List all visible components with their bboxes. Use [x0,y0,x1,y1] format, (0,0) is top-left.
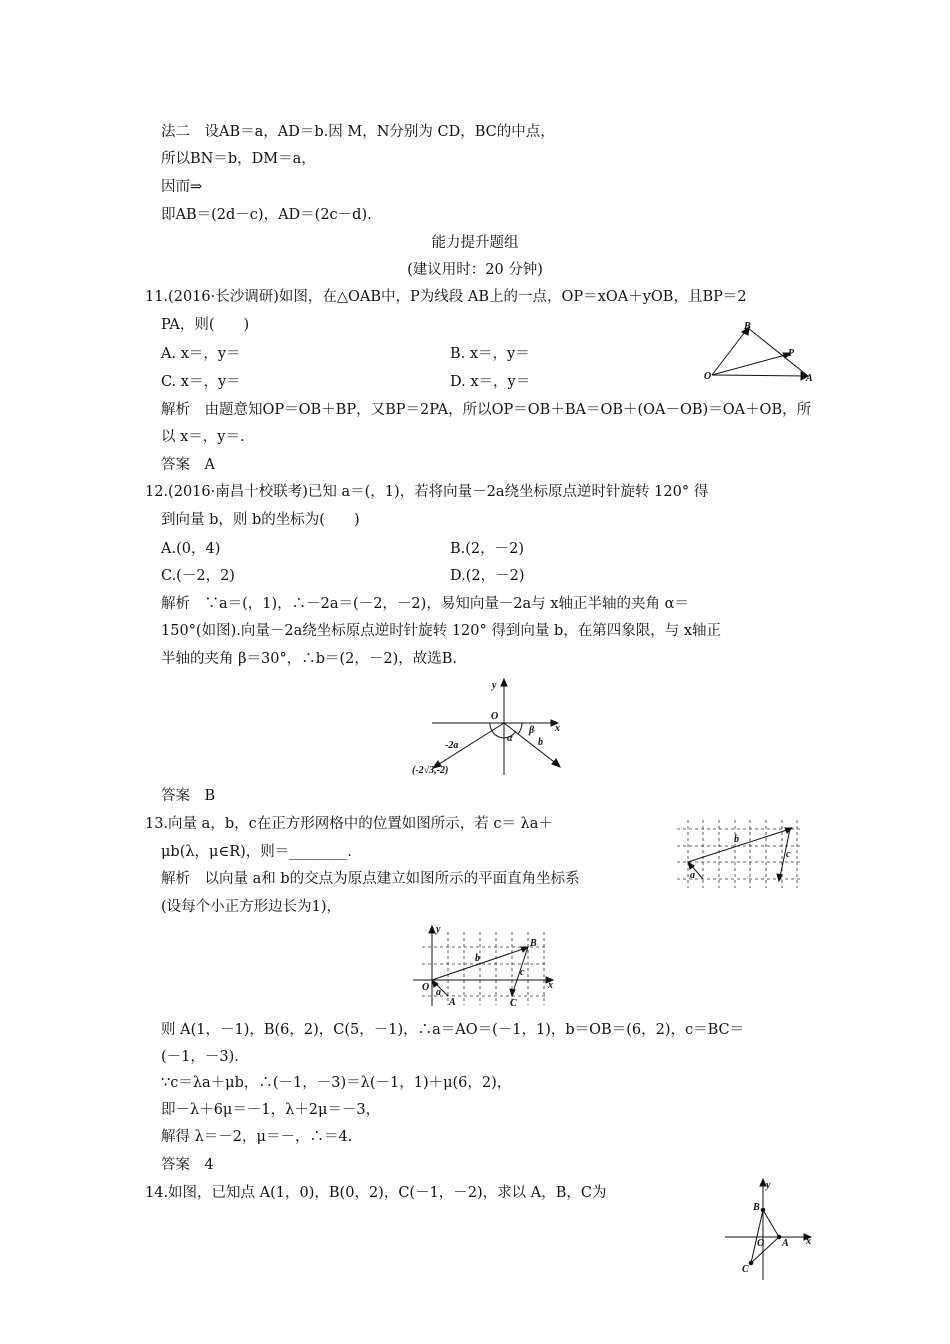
label-o: O [757,1238,765,1249]
text-line: 所以BN＝b，DM＝a， [161,151,316,167]
label-y: y [492,680,497,691]
label-a: A [806,373,813,384]
label-x: x [548,980,553,991]
label-alpha: α [507,733,513,744]
label-point-c: C [510,998,517,1009]
question-text: PA，则( ) [161,317,250,333]
label-o: O [422,982,430,993]
label-y: y [436,924,441,935]
solution-text: 半轴的夹角 β＝30°，∴b＝(2，－2)，故选B. [161,651,458,667]
solution-text: 解析 ∵a＝(，1)，∴－2a＝(－2，－2)，易知向量－2a与 x轴正半轴的夹角 α＝ [161,596,689,612]
option-d: D. x＝，y＝ [450,374,531,390]
label-b: b [475,953,480,964]
solution-text: 解得 λ＝－2，μ＝－，∴＝4. [161,1129,353,1145]
label-c: c [520,967,525,978]
question-text: 13.向量 a，b，c在正方形网格中的位置如图所示，若 c＝ λa＋ [145,816,553,832]
label-a: a [436,987,441,998]
solution-text: 以 x＝，y＝. [161,429,245,445]
label-point-b: B [753,1202,760,1213]
solution-text: 即－λ＋6μ＝－1，λ＋2μ＝－3， [161,1102,381,1118]
solution-text: (设每个小正方形边长为1)， [161,899,342,915]
option-a: A. x＝，y＝ [161,346,241,362]
solution-text: 解析 以向量 a和 b的交点为原点建立如图所示的平面直角坐标系 [161,871,580,887]
label-point-c: C [742,1264,749,1275]
label-y: y [766,1180,771,1191]
text-line: 法二 设AB＝a，AD＝b.因 M，N分别为 CD，BC的中点， [161,124,555,140]
label-beta: β [529,725,535,736]
question-text: 到向量 b，则 b的坐标为( ) [161,512,360,528]
answer-text: 答案 4 [161,1157,214,1173]
label-c: c [786,849,791,860]
label-x: x [555,723,560,734]
answer-text: 答案 A [161,457,215,473]
label-point-a: A [449,997,456,1008]
section-time: (建议用时：20 分钟) [407,262,543,278]
label-a: a [690,870,695,881]
label-point: (-2√3,-2) [412,765,449,776]
label-point-b: B [530,938,537,949]
label-b: b [538,737,543,748]
label-x: x [806,1236,811,1247]
question-text: μb(λ，μ∈R)，则＝________. [161,844,352,860]
solution-text: 解析 由题意知OP＝OB＋BP，又BP＝2PA，所以OP＝OB＋BA＝OB＋(OA－OB)＝OA＋OB，所 [161,402,812,418]
solution-text: 则 A(1，－1)，B(6，2)，C(5，－1)，∴a＝AO＝(－1，1)，b＝OB＝(6，2)，c＝BC＝ [161,1022,745,1038]
label-b: b [734,834,739,845]
solution-text: (－1，－3). [161,1049,239,1065]
option-b: B. x＝，y＝ [450,346,530,362]
question-text: 12.(2016·南昌十校联考)已知 a＝(，1)，若将向量－2a绕坐标原点逆时针旋转 120° 得 [145,484,709,500]
solution-text: 150°(如图).向量－2a绕坐标原点逆时针旋转 120° 得到向量 b，在第四象限，与 x轴正 [161,623,722,639]
solution-text: ∵c＝λa＋μb，∴(－1，－3)＝λ(－1，1)＋μ(6，2)， [161,1075,512,1091]
question-text: 14.如图，已知点 A(1，0)，B(0，2)，C(－1，－2)，求以 A，B，C为 [145,1185,607,1201]
option-c: C. x＝，y＝ [161,374,241,390]
label-point-a: A [782,1238,789,1249]
label-b: B [744,321,751,332]
label-o: O [491,711,499,722]
text-line: 因而⇒ [161,179,203,195]
section-title: 能力提升题组 [431,235,519,251]
label-o: O [704,371,712,382]
label-neg2a: -2a [445,740,459,751]
text-line: 即AB＝(2d－c)，AD＝(2c－d). [161,207,372,223]
label-p: P [788,348,795,359]
option-c: C.(－2，2) [161,568,235,584]
option-a: A.(0，4) [161,541,221,557]
question-text: 11.(2016·长沙调研)如图，在△OAB中，P为线段 AB上的一点，OP＝xOA＋yOB，且BP＝2 [145,289,747,305]
option-b: B.(2，－2) [450,541,525,557]
option-d: D.(2，－2) [450,568,525,584]
answer-text: 答案 B [161,788,216,804]
